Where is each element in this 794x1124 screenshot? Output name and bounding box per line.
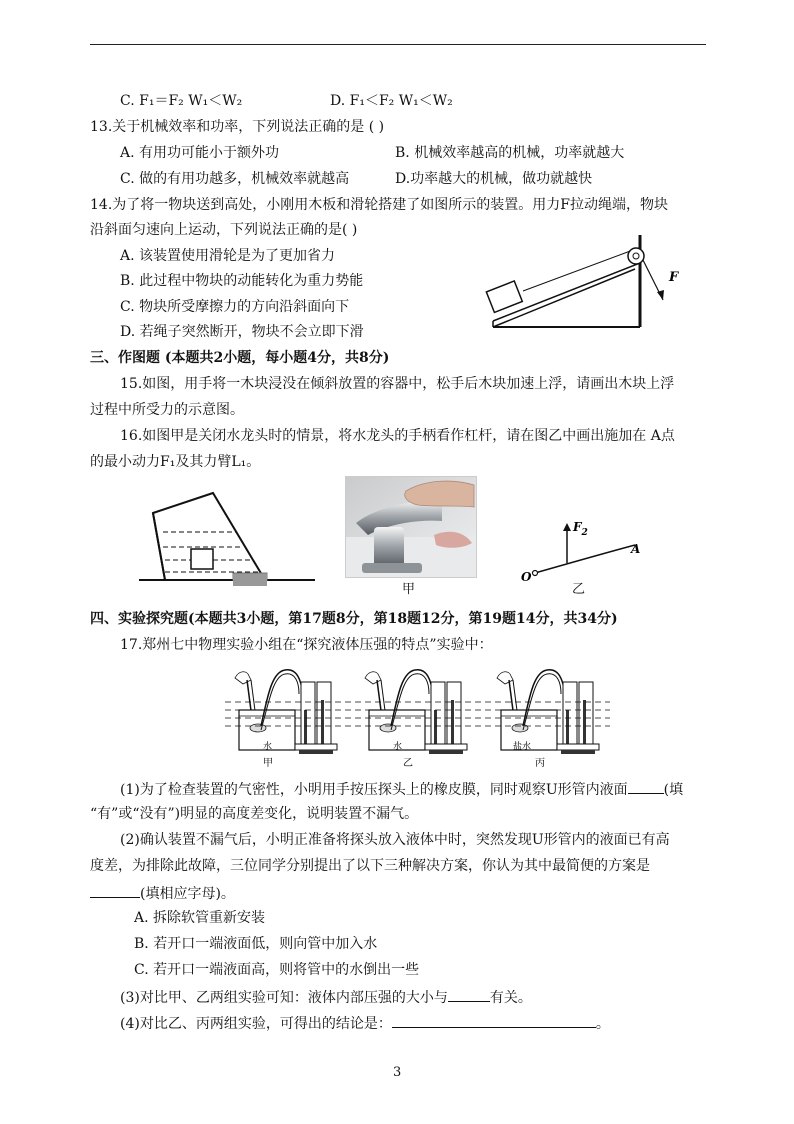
q17-part1-line1 [120, 781, 683, 797]
setup-label-bing: 丙 [535, 758, 545, 769]
q17-option-a: A. 拆除软管重新安装 [134, 910, 266, 926]
q17-option-b: B. 若开口一端液面低，则向管中加入水 [134, 936, 378, 952]
q17-part4 [120, 1015, 610, 1031]
q17-part1-line2: “有”或“没有”)明显的高度差变化，说明装置不漏气。 [90, 806, 419, 822]
tilted-container-figure [125, 485, 325, 600]
force-label-f2: $F_2$ [573, 520, 588, 538]
q17-part2-line3 [90, 885, 235, 901]
q14-option-a: A. 该装置使用滑轮是为了更加省力 [120, 248, 336, 264]
q14-option-c: C. 物块所受摩擦力的方向沿斜面向下 [120, 299, 350, 315]
answer-blank-2[interactable] [90, 885, 140, 898]
q16-line1: 16.如图甲是关闭水龙头时的情景，将水龙头的手柄看作杠杆，请在图乙中画出施加在 A点 [120, 428, 675, 444]
q15-line2: 过程中所受力的示意图。 [90, 402, 244, 418]
q15-line1: 15.如图，用手将一木块浸没在倾斜放置的容器中，松手后木块加速上浮，请画出木块上浮 [120, 376, 675, 392]
q17-part3-text: (3)对比甲、乙两组实验可知：液体内部压强的大小与 [120, 990, 448, 1006]
wedge-block [233, 574, 269, 588]
liquid-label-2: 水 [393, 742, 403, 752]
q17-part2-end: (填相应字母)。 [140, 886, 235, 902]
caption-yi: 乙 [572, 582, 586, 597]
q14-stem-line1: 14.为了将一物块送到高处，小刚用木板和滑轮搭建了如图所示的装置。用力F拉动绳端，物块 [90, 197, 668, 213]
q13-option-b: B. 机械效率越高的机械，功率就越大 [395, 145, 625, 161]
liquid-label-1: 水 [263, 742, 273, 752]
point-label-a: A [631, 542, 641, 556]
q17-part4-end: 。 [595, 1016, 610, 1032]
q17-stem: 17.郑州七中物理实验小组在“探究液体压强的特点”实验中： [120, 637, 493, 653]
faucet-photo [345, 476, 477, 578]
q17-part2-line1: (2)确认装置不漏气后，小明正准备将探头放入液体中时，突然发现U形管内的液面已有高 [120, 832, 670, 848]
q13-stem: 13.关于机械效率和功率，下列说法正确的是 ( ) [90, 119, 385, 135]
incline-pulley-figure [485, 235, 695, 335]
q17-part1-text: (1)为了检查装置的气密性，小明用手按压探头上的橡皮膜，同时观察U形管内液面 [120, 782, 628, 798]
q17-part3-end: 有关。 [489, 990, 532, 1006]
answer-blank-4[interactable] [392, 1015, 596, 1028]
q14-option-d: D. 若绳子突然断开，物块不会立即下滑 [120, 324, 364, 340]
q13-option-c: C. 做的有用功越多，机械效率就越高 [120, 171, 350, 187]
caption-jia: 甲 [402, 582, 416, 597]
liquid-pressure-figure [225, 660, 610, 770]
header-rule [90, 44, 706, 45]
liquid-label-3: 盐水 [513, 742, 532, 752]
q16-line2: 的最小动力F₁及其力臂L₁。 [90, 454, 261, 470]
point-label-o: O [521, 570, 532, 584]
answer-blank-3[interactable] [448, 989, 490, 1002]
q14-option-b: B. 此过程中物块的动能转化为重力势能 [120, 273, 364, 289]
q12-option-d: D. F₁＜F₂ W₁＜W₂ [330, 93, 453, 109]
section4-heading: 四、实验探究题(本题共3小题，第17题8分，第18题12分，第19题14分，共34分) [90, 611, 618, 627]
q13-option-d: D.功率越大的机械，做功就越快 [395, 171, 593, 187]
q13-option-a: A. 有用功可能小于额外功 [120, 145, 280, 161]
q17-option-c: C. 若开口一端液面高，则将管中的水倒出一些 [134, 962, 420, 978]
q17-part3 [120, 989, 532, 1005]
q12-option-c: C. F₁＝F₂ W₁＜W₂ [120, 93, 243, 109]
force-label-f: F [669, 270, 679, 285]
q17-part1-end: (填 [663, 782, 684, 798]
q17-part4-text: (4)对比乙、丙两组实验，可得出的结论是： [120, 1016, 392, 1032]
q17-part2-line2: 度差，为排除此故障，三位同学分别提出了以下三种解决方案，你认为其中最简便的方案是 [90, 858, 650, 874]
setup-label-jia: 甲 [263, 758, 273, 769]
answer-blank-1[interactable] [628, 781, 664, 794]
page-number: 3 [393, 1065, 402, 1080]
setup-label-yi: 乙 [403, 758, 413, 769]
q14-stem-line2: 沿斜面匀速向上运动，下列说法正确的是( ) [90, 222, 358, 238]
section3-heading: 三、作图题 (本题共2小题，每小题4分，共8分) [90, 350, 390, 366]
